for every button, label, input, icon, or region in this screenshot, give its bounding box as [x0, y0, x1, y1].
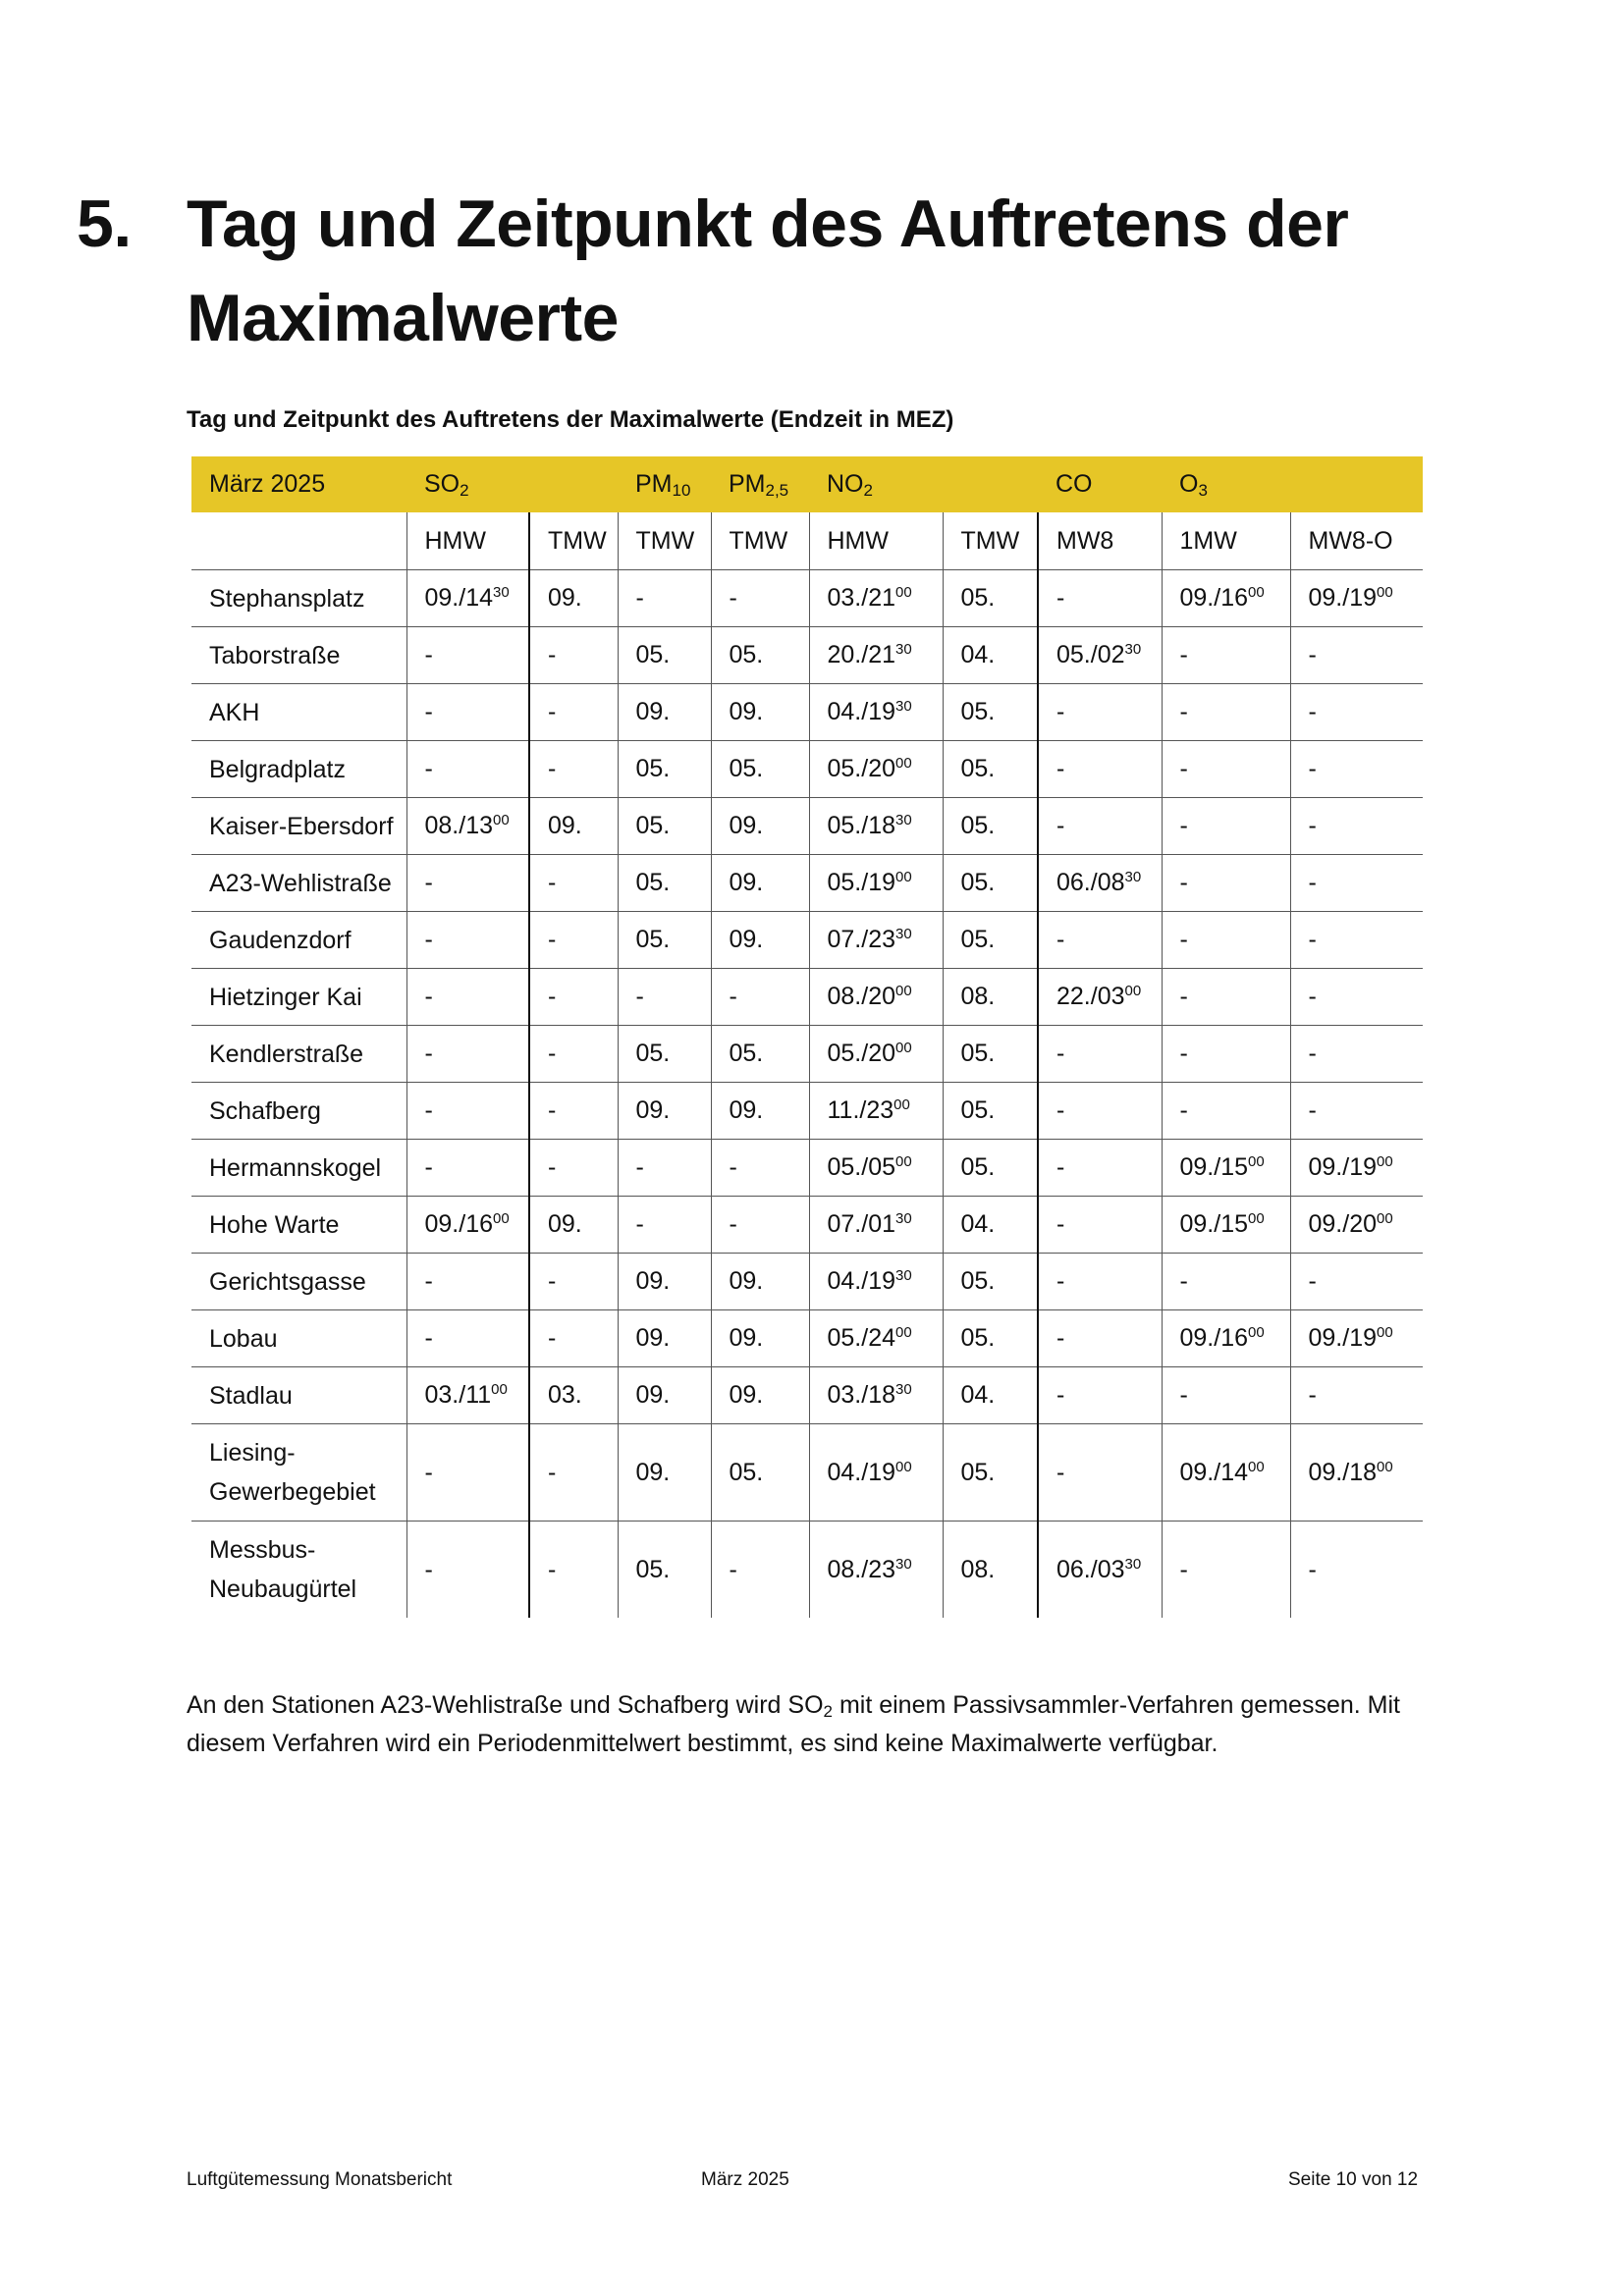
table-row — [191, 1083, 1423, 1140]
table-cell: - — [1038, 1140, 1162, 1197]
table-cell: - — [406, 912, 529, 969]
table-cell: 05. — [943, 798, 1038, 855]
subheader-so2-hmw: HMW — [406, 512, 529, 570]
header-pm10: $PM_{10}$ — [618, 456, 711, 512]
table-cell: - — [529, 969, 618, 1026]
table-cell: - — [1290, 1522, 1423, 1619]
table-cell: $09./16^{00}$ — [406, 1197, 529, 1254]
table-cell: - — [529, 1310, 618, 1367]
table-cell: $03./18^{30}$ — [809, 1367, 943, 1424]
table-row — [191, 1254, 1423, 1310]
table-cell: 09. — [711, 1083, 809, 1140]
table-cell: - — [711, 969, 809, 1026]
table-cell: 09. — [618, 684, 711, 741]
table-cell: - — [529, 1254, 618, 1310]
table-cell: - — [1290, 1026, 1423, 1083]
table-cell: 05. — [711, 1424, 809, 1522]
subheader-no2-hmw: HMW — [809, 512, 943, 570]
table-cell: - — [1162, 627, 1290, 684]
header-period: März 2025 — [191, 456, 406, 512]
table-cell: - — [1290, 627, 1423, 684]
table-cell: - — [1038, 1026, 1162, 1083]
table-cell: $04./19^{00}$ — [809, 1424, 943, 1522]
station-name: Schafberg — [191, 1083, 406, 1140]
table-cell: - — [1290, 1083, 1423, 1140]
table-cell: 09. — [529, 570, 618, 627]
table-body — [191, 570, 1423, 1619]
table-cell: - — [618, 1140, 711, 1197]
table-cell: - — [1162, 798, 1290, 855]
table-cell: 05. — [618, 627, 711, 684]
footer-page-number: Seite 10 von 12 — [1288, 2169, 1419, 2190]
table-cell: 04. — [943, 627, 1038, 684]
table-cell: - — [618, 969, 711, 1026]
table-cell: - — [1290, 798, 1423, 855]
table-cell: 05. — [711, 627, 809, 684]
table-cell: $05./18^{30}$ — [809, 798, 943, 855]
table-row — [191, 1197, 1423, 1254]
station-name: Kaiser-Ebersdorf — [191, 798, 406, 855]
header-o3: $O_3$ — [1162, 456, 1423, 512]
table-cell: - — [406, 969, 529, 1026]
table-cell: 05. — [943, 912, 1038, 969]
table-cell: $09./14^{00}$ — [1162, 1424, 1290, 1522]
footer-month: März 2025 — [701, 2169, 789, 2190]
table-cell: - — [529, 741, 618, 798]
table-cell: 09. — [618, 1310, 711, 1367]
table-cell: 09. — [618, 1083, 711, 1140]
table-cell: 08. — [943, 969, 1038, 1026]
table-cell: - — [406, 855, 529, 912]
table-cell: 05. — [711, 741, 809, 798]
table-cell: - — [406, 627, 529, 684]
table-cell: - — [1038, 570, 1162, 627]
table-cell: $07./01^{30}$ — [809, 1197, 943, 1254]
table-row — [191, 627, 1423, 684]
table-cell: - — [529, 1424, 618, 1522]
table-cell: - — [1038, 1254, 1162, 1310]
table-cell: - — [1038, 1310, 1162, 1367]
table-cell: - — [529, 684, 618, 741]
table-cell: - — [1038, 798, 1162, 855]
table-cell: 05. — [943, 1026, 1038, 1083]
subheader-o3-1mw: 1MW — [1162, 512, 1290, 570]
table-cell: - — [406, 1254, 529, 1310]
table-cell: 09. — [618, 1424, 711, 1522]
table-cell: - — [1038, 684, 1162, 741]
table-cell: 05. — [943, 570, 1038, 627]
table-cell: - — [1290, 741, 1423, 798]
table-row — [191, 798, 1423, 855]
table-cell: $11./23^{00}$ — [809, 1083, 943, 1140]
table-cell: - — [406, 1522, 529, 1619]
table-cell: $06./08^{30}$ — [1038, 855, 1162, 912]
table-row — [191, 570, 1423, 627]
table-cell: $20./21^{30}$ — [809, 627, 943, 684]
subheader-pm10-tmw: TMW — [618, 512, 711, 570]
table-cell: - — [1290, 1254, 1423, 1310]
section-title: Tag und Zeitpunkt des Auftretens der Maximalwerte — [187, 187, 1349, 355]
station-name: A23-Wehlistraße — [191, 855, 406, 912]
station-name: Stephansplatz — [191, 570, 406, 627]
table-cell: $09./15^{00}$ — [1162, 1197, 1290, 1254]
table-row — [191, 1522, 1423, 1619]
table-cell: $09./16^{00}$ — [1162, 570, 1290, 627]
table-cell: 04. — [943, 1367, 1038, 1424]
table-cell: - — [711, 1197, 809, 1254]
table-cell: - — [529, 627, 618, 684]
station-name: Kendlerstraße — [191, 1026, 406, 1083]
table-cell: $06./03^{30}$ — [1038, 1522, 1162, 1619]
table-cell: 05. — [943, 855, 1038, 912]
table-cell: 05. — [618, 1522, 711, 1619]
table-cell: $09./20^{00}$ — [1290, 1197, 1423, 1254]
station-name: Hermannskogel — [191, 1140, 406, 1197]
table-cell: $05./19^{00}$ — [809, 855, 943, 912]
table-row — [191, 1140, 1423, 1197]
table-cell: 05. — [618, 798, 711, 855]
table-cell: - — [406, 684, 529, 741]
table-cell: - — [406, 1140, 529, 1197]
table-row — [191, 1310, 1423, 1367]
table-cell: - — [1162, 912, 1290, 969]
station-name: Gaudenzdorf — [191, 912, 406, 969]
subheader-no2-tmw: TMW — [943, 512, 1038, 570]
table-cell: $22./03^{00}$ — [1038, 969, 1162, 1026]
table-cell: $05./02^{30}$ — [1038, 627, 1162, 684]
table-cell: - — [1162, 1367, 1290, 1424]
table-cell: 05. — [618, 855, 711, 912]
table-row — [191, 1367, 1423, 1424]
table-cell: 09. — [529, 798, 618, 855]
subheader-so2-tmw: TMW — [529, 512, 618, 570]
table-cell: 05. — [943, 1140, 1038, 1197]
table-caption: Tag und Zeitpunkt des Auftretens der Maximalwerte (Endzeit in MEZ) — [187, 406, 954, 433]
section-number: 5. — [77, 187, 132, 261]
table-row — [191, 912, 1423, 969]
table-cell: 05. — [943, 741, 1038, 798]
header-no2: $NO_2$ — [809, 456, 1038, 512]
table-cell: 05. — [618, 912, 711, 969]
table-cell: $05./24^{00}$ — [809, 1310, 943, 1367]
table-cell: - — [529, 1026, 618, 1083]
header-row-pollutants — [191, 456, 1423, 512]
station-name: Hietzinger Kai — [191, 969, 406, 1026]
table-cell: 08. — [943, 1522, 1038, 1619]
station-name: Taborstraße — [191, 627, 406, 684]
table-cell: - — [618, 1197, 711, 1254]
table-cell: $05./05^{00}$ — [809, 1140, 943, 1197]
maxima-table — [191, 456, 1423, 1618]
subheader-co-mw8: MW8 — [1038, 512, 1162, 570]
table-cell: - — [711, 1522, 809, 1619]
header-row-metrics — [191, 512, 1423, 570]
table-cell: - — [1162, 1254, 1290, 1310]
table-cell: - — [1290, 855, 1423, 912]
table-cell: - — [1162, 1026, 1290, 1083]
station-name: Gerichtsgasse — [191, 1254, 406, 1310]
table-cell: 09. — [711, 1254, 809, 1310]
table-cell: - — [529, 855, 618, 912]
table-cell: $09./19^{00}$ — [1290, 1310, 1423, 1367]
table-cell: 05. — [943, 1310, 1038, 1367]
table-cell: - — [1038, 1367, 1162, 1424]
table-cell: 09. — [711, 912, 809, 969]
table-cell: 05. — [618, 741, 711, 798]
station-name: Belgradplatz — [191, 741, 406, 798]
table-cell: 05. — [943, 1083, 1038, 1140]
table-cell: - — [1162, 969, 1290, 1026]
footer-report-name: Luftgütemessung Monatsbericht — [187, 2169, 453, 2190]
station-name: Liesing-Gewerbegebiet — [191, 1424, 406, 1522]
table-cell: - — [406, 1310, 529, 1367]
table-cell: 09. — [711, 798, 809, 855]
table-cell: - — [1162, 684, 1290, 741]
table-cell: - — [1038, 1424, 1162, 1522]
table-cell: - — [1162, 1522, 1290, 1619]
table-cell: - — [1162, 1083, 1290, 1140]
table-cell: - — [711, 1140, 809, 1197]
table-cell: - — [1038, 1083, 1162, 1140]
subheader-o3-mw8o: MW8-O — [1290, 512, 1423, 570]
table-cell: 05. — [711, 1026, 809, 1083]
table-cell: $08./13^{00}$ — [406, 798, 529, 855]
station-name: Stadlau — [191, 1367, 406, 1424]
table-row — [191, 1026, 1423, 1083]
table-cell: 04. — [943, 1197, 1038, 1254]
table-cell: - — [529, 1522, 618, 1619]
table-cell: $05./20^{00}$ — [809, 1026, 943, 1083]
table-cell: - — [406, 1026, 529, 1083]
subheader-empty — [191, 512, 406, 570]
table-cell: 09. — [711, 855, 809, 912]
table-cell: - — [711, 570, 809, 627]
table-cell: 09. — [618, 1367, 711, 1424]
header-pm25: $PM_{2,5}$ — [711, 456, 809, 512]
station-name: Hohe Warte — [191, 1197, 406, 1254]
table-cell: - — [1290, 1367, 1423, 1424]
table-cell: 09. — [711, 684, 809, 741]
table-cell: - — [1290, 969, 1423, 1026]
station-name: Lobau — [191, 1310, 406, 1367]
table-cell: $07./23^{30}$ — [809, 912, 943, 969]
table-cell: $09./16^{00}$ — [1162, 1310, 1290, 1367]
table-cell: $09./18^{00}$ — [1290, 1424, 1423, 1522]
table-cell: $08./20^{00}$ — [809, 969, 943, 1026]
table-cell: - — [406, 741, 529, 798]
table-cell: $09./14^{30}$ — [406, 570, 529, 627]
station-name: AKH — [191, 684, 406, 741]
table-cell: $03./21^{00}$ — [809, 570, 943, 627]
table-row — [191, 1424, 1423, 1522]
table-cell: - — [1038, 1197, 1162, 1254]
table-cell: 03. — [529, 1367, 618, 1424]
table-cell: 09. — [529, 1197, 618, 1254]
table-cell: $03./11^{00}$ — [406, 1367, 529, 1424]
table-cell: - — [1162, 855, 1290, 912]
table-cell: $05./20^{00}$ — [809, 741, 943, 798]
table-cell: - — [529, 912, 618, 969]
header-so2: $SO_2$ — [406, 456, 618, 512]
table-cell: $09./19^{00}$ — [1290, 1140, 1423, 1197]
table-row — [191, 741, 1423, 798]
table-cell: - — [406, 1424, 529, 1522]
table-cell: - — [529, 1083, 618, 1140]
table-cell: 05. — [943, 1254, 1038, 1310]
table-cell: - — [529, 1140, 618, 1197]
table-cell: - — [1038, 912, 1162, 969]
table-row — [191, 969, 1423, 1026]
table-cell: - — [1038, 741, 1162, 798]
table-cell: - — [618, 570, 711, 627]
table-cell: 05. — [943, 684, 1038, 741]
table-cell: 05. — [618, 1026, 711, 1083]
table-cell: $08./23^{30}$ — [809, 1522, 943, 1619]
table-cell: 09. — [711, 1310, 809, 1367]
footnote-paragraph: An den Stationen A23-Wehlistraße und Schafberg wird $SO_2$ mit einem Passivsammler-Verfahren gemessen. Mit diesem Verfahren wird ein Periodenmittelwert bestimmt, es sind keine Maximalwerte verfügbar. — [187, 1691, 1400, 1757]
table-row — [191, 855, 1423, 912]
table-cell: - — [406, 1083, 529, 1140]
table-cell: - — [1290, 684, 1423, 741]
table-cell: $04./19^{30}$ — [809, 684, 943, 741]
table-cell: $04./19^{30}$ — [809, 1254, 943, 1310]
table-cell: - — [1162, 741, 1290, 798]
table-cell: 09. — [618, 1254, 711, 1310]
table-row — [191, 684, 1423, 741]
table-cell: 05. — [943, 1424, 1038, 1522]
table-cell: - — [1290, 912, 1423, 969]
subheader-pm25-tmw: TMW — [711, 512, 809, 570]
station-name: Messbus-Neubaugürtel — [209, 1536, 357, 1603]
table-cell: 09. — [711, 1367, 809, 1424]
header-co: CO — [1038, 456, 1162, 512]
table-cell: $09./19^{00}$ — [1290, 570, 1423, 627]
table-cell: $09./15^{00}$ — [1162, 1140, 1290, 1197]
